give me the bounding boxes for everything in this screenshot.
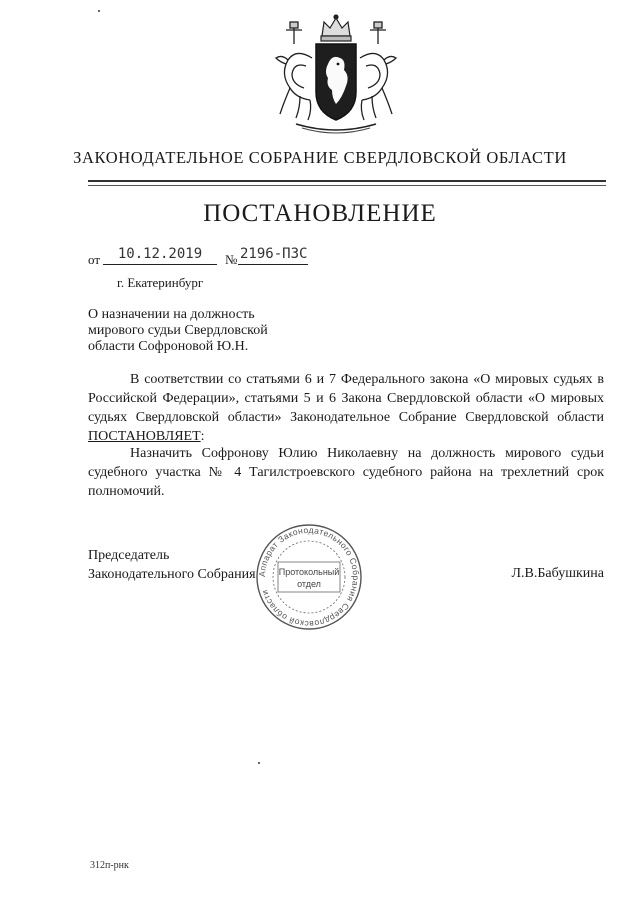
resolution-paragraph: Назначить Софронову Юлию Николаевну на должность мирового судьи судебного участка № 4 Тагилстроевского судебного района на трехлетний срок полномочий. (88, 446, 604, 499)
scan-speck (258, 762, 260, 764)
preamble-text: В соответствии со статьями 6 и 7 Федерального закона «О мировых судьях в Российской Федерации», статьями 5 и 6 Закона Свердловской области «О мировых судьях Свердловской области» Законодательное Собрание Свердловской области (88, 372, 604, 425)
organization-name: ЗАКОНОДАТЕЛЬНОЕ СОБРАНИЕ СВЕРДЛОВСКОЙ ОБЛАСТИ (73, 148, 567, 167)
subject-line: мирового судьи Свердловской (88, 323, 268, 338)
header-rule-thin (88, 185, 606, 186)
number-label: № (225, 252, 238, 267)
registration-line (88, 246, 388, 270)
header-rule-thick (88, 180, 606, 182)
stamp-center-line2: отдел (297, 579, 321, 589)
signatory-title-line: Председатель (88, 548, 170, 563)
scan-speck (98, 10, 100, 12)
number-underline (238, 264, 308, 265)
official-round-stamp (254, 522, 364, 632)
subject-line: области Софроновой Ю.Н. (88, 339, 249, 354)
resolves-keyword: ПОСТАНОВЛЯЕТ (88, 429, 201, 444)
signatory-title (88, 546, 256, 584)
date-underline (103, 264, 217, 265)
coat-of-arms-emblem (266, 14, 406, 136)
document-type-title: ПОСТАНОВЛЕНИЕ (203, 200, 437, 227)
document-number: 2196-ПЗС (240, 246, 308, 262)
from-label: от (88, 252, 101, 267)
preamble-paragraph (88, 370, 604, 446)
subject-line: О назначении на должность (88, 307, 255, 322)
document-footer-mark: 312п-рнк (90, 860, 129, 871)
stamp-center-line1: Протокольный (278, 567, 340, 577)
preamble-colon: : (200, 429, 205, 444)
city-label: г. Екатеринбург (117, 275, 204, 290)
signatory-name: Л.В.Бабушкина (511, 566, 604, 581)
subject-block (88, 307, 348, 355)
signatory-title-line: Законодательного Собрания (88, 567, 256, 582)
stamp-outer-text: Аппарат Законодательного Собрания Свердловской области (256, 524, 362, 630)
document-date: 10.12.2019 (117, 246, 203, 262)
